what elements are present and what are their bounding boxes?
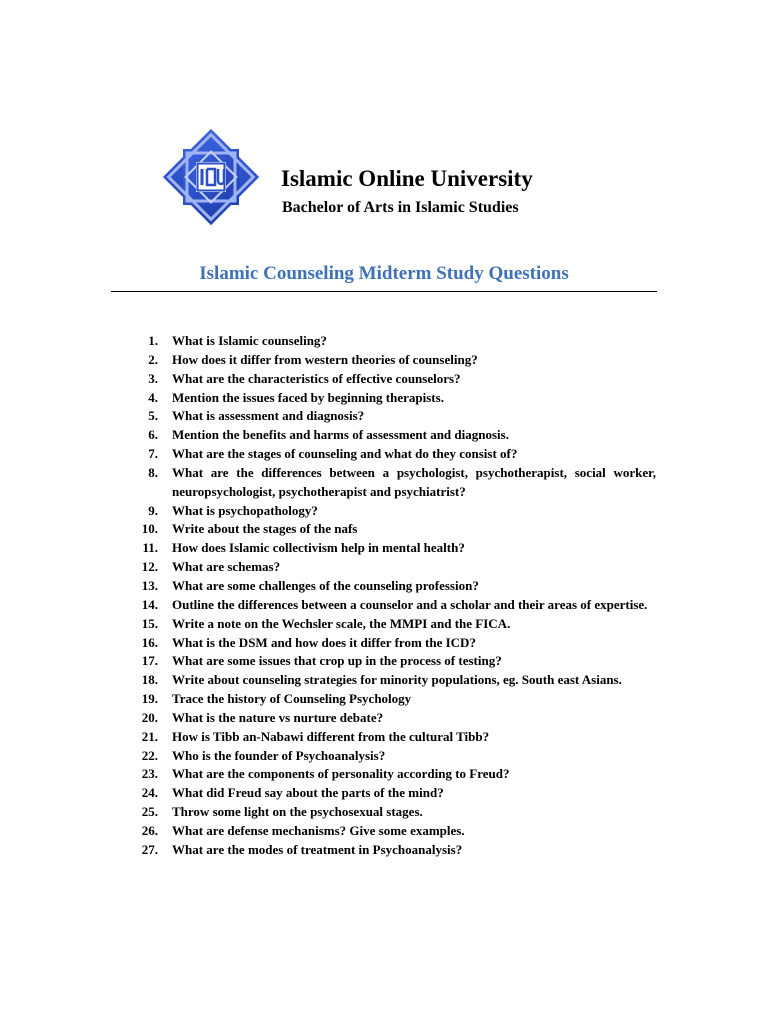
question-text: What is Islamic counseling?: [172, 333, 327, 348]
question-item: [130, 652, 656, 671]
question-number: 11.: [142, 540, 158, 556]
question-item: [130, 445, 656, 464]
question-text: What are the stages of counseling and what do they consist of?: [172, 446, 518, 462]
question-number: 15.: [141, 615, 158, 631]
question-text: What is the nature vs nurture debate?: [172, 709, 384, 725]
question-text: What is psychopathology?: [172, 502, 318, 518]
program-name: Bachelor of Arts in Islamic Studies: [282, 199, 519, 216]
question-item: [130, 464, 656, 502]
question-item: [130, 389, 656, 408]
question-item: [130, 822, 656, 841]
question-text: What are defense mechanisms? Give some examples.: [172, 822, 465, 838]
question-number: 23.: [141, 766, 158, 782]
question-number: 26.: [141, 822, 158, 838]
question-number: 9.: [148, 502, 158, 518]
question-number: 18.: [141, 672, 158, 688]
question-item: [130, 765, 656, 784]
question-text: What is the DSM and how does it differ from the ICD?: [172, 634, 476, 650]
question-text: What are the characteristics of effective counselors?: [172, 370, 461, 386]
question-text: Outline the differences between a counselor and a scholar and their areas of expertise.: [172, 596, 648, 612]
question-text: What is assessment and diagnosis?: [172, 408, 365, 424]
question-number: 13.: [141, 577, 158, 593]
question-item: [130, 558, 656, 577]
question-item: [130, 370, 656, 389]
question-number: 10.: [141, 521, 158, 537]
question-number: 1.: [148, 333, 158, 348]
university-logo: [152, 122, 270, 232]
question-text: What are some issues that crop up in the process of testing?: [172, 653, 502, 669]
question-text: Throw some light on the psychosexual stages.: [172, 804, 423, 820]
question-item: [130, 577, 656, 596]
question-text: What are the differences between a psychologist, psychotherapist, social worker, neuropsychologist, psychotherapist and psychiatrist?: [172, 464, 656, 499]
question-item: [130, 841, 656, 860]
question-number: 8.: [148, 464, 158, 480]
question-text: What are schemas?: [172, 559, 281, 575]
question-number: 16.: [141, 634, 158, 650]
question-text: What are the modes of treatment in Psychoanalysis?: [172, 841, 463, 857]
question-text: Write about the stages of the nafs: [172, 521, 358, 537]
question-number: 24.: [141, 785, 158, 801]
question-item: [130, 615, 656, 634]
question-text: What did Freud say about the parts of the mind?: [172, 785, 444, 801]
question-text: How does Islamic collectivism help in mental health?: [172, 540, 465, 556]
question-number: 25.: [141, 804, 158, 820]
question-item: [130, 634, 656, 653]
question-text: What are some challenges of the counseling profession?: [172, 577, 479, 593]
question-item: [130, 426, 656, 445]
question-number: 27.: [141, 841, 158, 857]
question-number: 2.: [148, 351, 158, 367]
question-item: [130, 539, 656, 558]
document-title: Islamic Counseling Midterm Study Questions: [199, 263, 569, 284]
question-text: Mention the issues faced by beginning therapists.: [172, 389, 444, 405]
question-number: 20.: [141, 709, 158, 725]
question-text: Write about counseling strategies for minority populations, eg. South east Asians.: [172, 672, 622, 688]
question-text: Trace the history of Counseling Psychology: [172, 691, 412, 707]
question-text: Mention the benefits and harms of assessment and diagnosis.: [172, 427, 509, 443]
question-number: 14.: [141, 596, 158, 612]
question-item: [130, 407, 656, 426]
question-item: [130, 690, 656, 709]
question-number: 21.: [141, 728, 158, 744]
question-item: [130, 747, 656, 766]
question-item: [130, 671, 656, 690]
question-item: [130, 351, 656, 370]
question-number: 22.: [141, 747, 158, 763]
question-item: [130, 332, 656, 351]
question-text: How does it differ from western theories of counseling?: [172, 351, 478, 367]
question-item: [130, 728, 656, 747]
question-number: 4.: [148, 389, 158, 405]
question-number: 17.: [141, 653, 158, 669]
question-number: 6.: [148, 427, 158, 443]
question-item: [130, 596, 656, 615]
question-item: [130, 803, 656, 822]
question-item: [130, 709, 656, 728]
question-text: Write a note on the Wechsler scale, the MMPI and the FICA.: [172, 615, 511, 631]
question-number: 12.: [141, 559, 158, 575]
question-item: [130, 502, 656, 521]
question-item: [130, 520, 656, 539]
question-list: [130, 332, 656, 860]
question-text: How is Tibb an-Nabawi different from the cultural Tibb?: [172, 728, 490, 744]
question-number: 5.: [148, 408, 158, 424]
question-text: What are the components of personality according to Freud?: [172, 766, 510, 782]
question-number: 7.: [148, 446, 158, 462]
question-number: 3.: [148, 370, 158, 386]
institution-name: Islamic Online University: [281, 166, 533, 191]
title-divider: [111, 291, 657, 292]
question-text: Who is the founder of Psychoanalysis?: [172, 747, 386, 763]
question-number: 19.: [141, 691, 158, 707]
question-item: [130, 784, 656, 803]
